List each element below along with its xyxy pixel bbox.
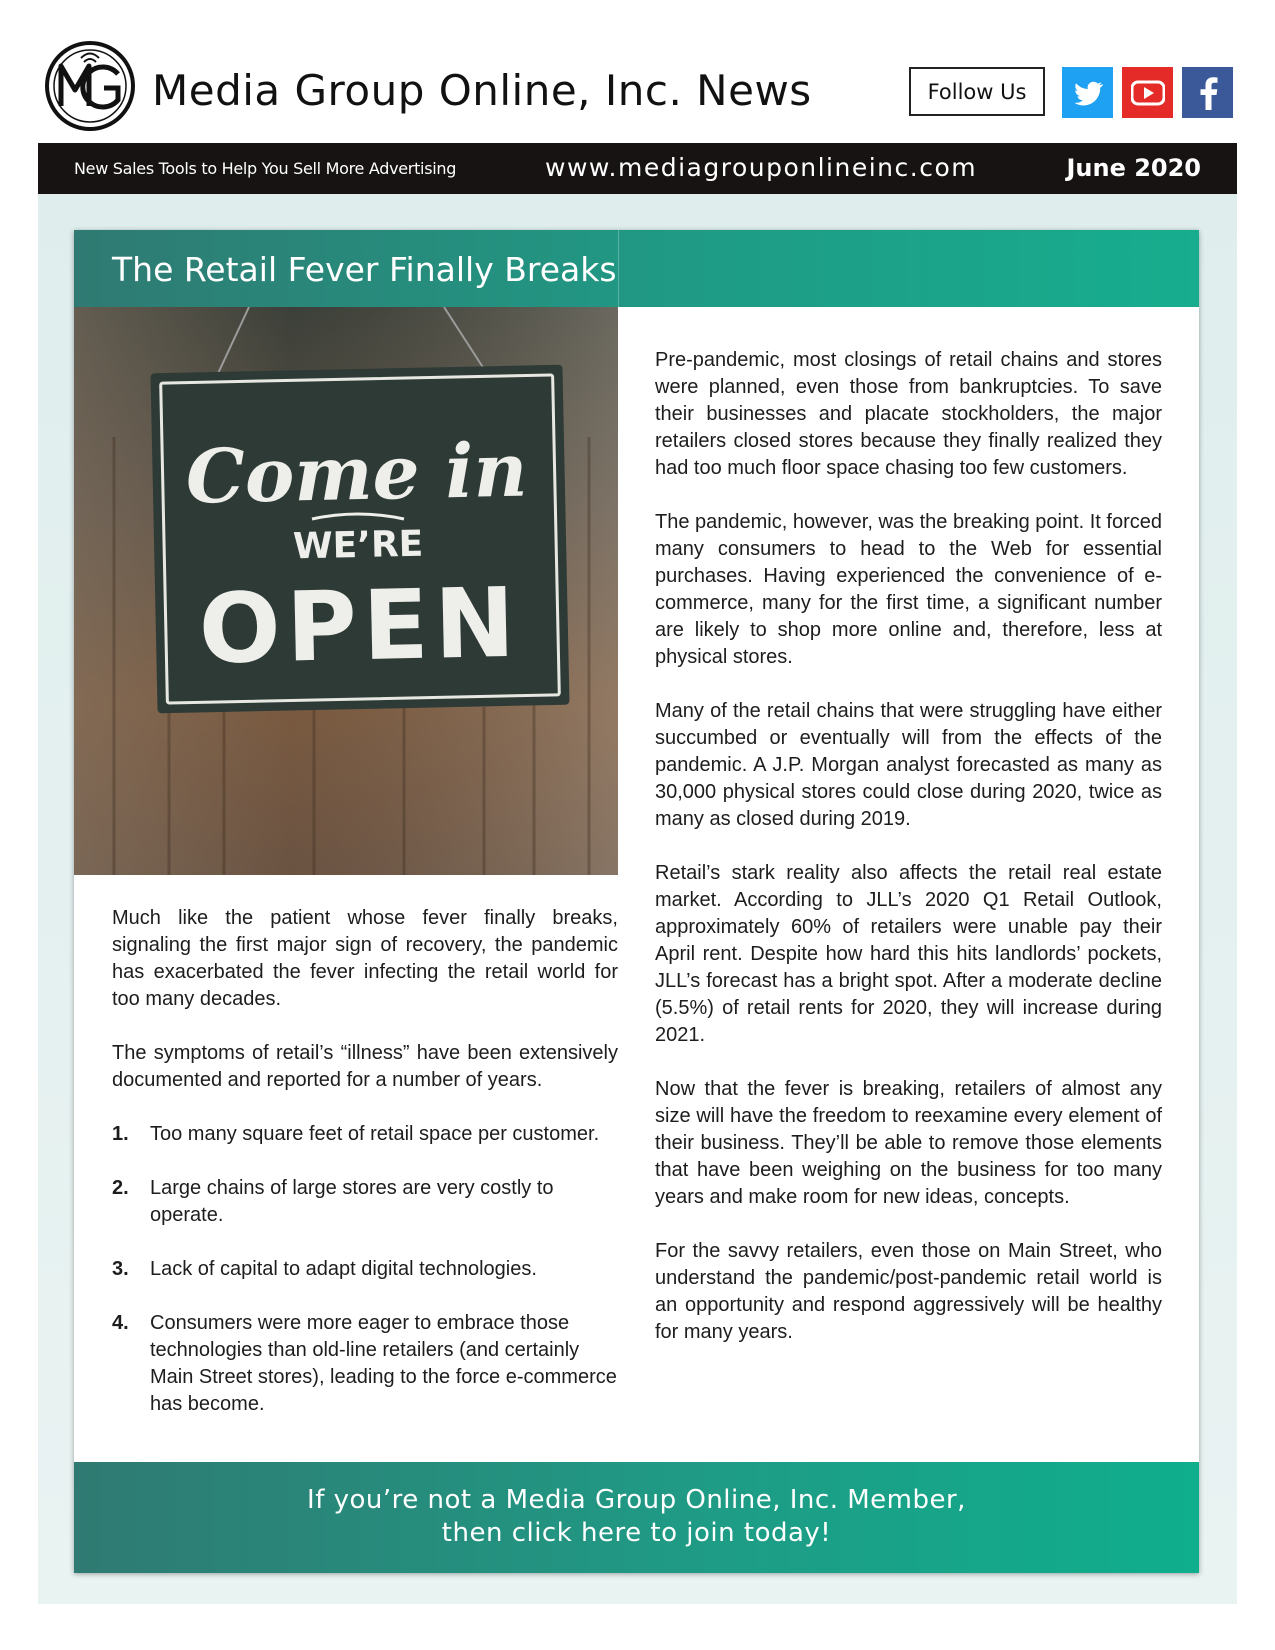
sign-text-come-in: Come in bbox=[185, 427, 529, 521]
list-item bbox=[112, 1175, 618, 1229]
header-divider bbox=[618, 230, 619, 307]
tagline: New Sales Tools to Help You Sell More Advertising bbox=[74, 159, 457, 178]
list-text: Consumers were more eager to embrace those technologies than old-line retailers (and certainly Main Street stores), leading to the force e-commerce has become. bbox=[150, 1312, 617, 1415]
article-header bbox=[74, 230, 1199, 307]
sign-text-were: WE’RE bbox=[292, 523, 424, 568]
article-title: The Retail Fever Finally Breaks bbox=[112, 250, 617, 289]
body-paragraph: Many of the retail chains that were struggling have either succumbed or eventually will from the effects of the pandemic. A J.P. Morgan analyst forecasted as many as 30,000 physical stores could close during 2020, twice as many as closed during 2019. bbox=[655, 700, 1162, 830]
list-number: 4. bbox=[112, 1312, 129, 1334]
list-text: Lack of capital to adapt digital technologies. bbox=[150, 1258, 537, 1280]
join-today-banner[interactable] bbox=[74, 1462, 1199, 1573]
intro-paragraph: Much like the patient whose fever finally breaks, signaling the first major sign of recovery, the pandemic has exacerbated the fever infecting the retail world for too many decades. bbox=[112, 907, 618, 1010]
body-paragraph: Pre-pandemic, most closings of retail chains and stores were planned, even those from bankruptcies. To save their businesses and placate stockholders, the major retailers closed stores because they finally realized they had too much floor space chasing too few customers. bbox=[655, 349, 1162, 479]
list-item bbox=[112, 1256, 618, 1283]
facebook-button[interactable] bbox=[1182, 67, 1233, 118]
list-number: 3. bbox=[112, 1258, 129, 1280]
article-card bbox=[74, 230, 1199, 1573]
follow-us-button[interactable]: Follow Us bbox=[909, 67, 1045, 116]
cta-line-2[interactable]: then click here to join today! bbox=[441, 1518, 832, 1548]
symptoms-list bbox=[112, 1121, 618, 1418]
youtube-button[interactable] bbox=[1122, 67, 1173, 118]
cta-line-1[interactable]: If you’re not a Media Group Online, Inc. Member, bbox=[307, 1485, 966, 1515]
list-item bbox=[112, 1121, 618, 1148]
list-item bbox=[112, 1310, 618, 1418]
body-paragraph: Now that the fever is breaking, retailers of almost any size will have the freedom to reexamine every element of their business. They’ll be able to remove those elements that have been weighing on the business for too many years and make room for new ideas, concepts. bbox=[655, 1078, 1162, 1208]
list-text: Too many square feet of retail space per customer. bbox=[150, 1123, 600, 1145]
list-number: 1. bbox=[112, 1123, 129, 1145]
twitter-icon bbox=[1071, 76, 1105, 110]
facebook-icon bbox=[1196, 76, 1220, 110]
site-title: Media Group Online, Inc. News bbox=[152, 66, 812, 115]
open-sign-photo bbox=[74, 307, 618, 875]
site-url-link[interactable]: www.mediagrouponlineinc.com bbox=[545, 153, 978, 182]
header-bar bbox=[38, 143, 1237, 194]
sign-text-open: OPEN bbox=[197, 566, 522, 686]
youtube-icon bbox=[1131, 79, 1165, 107]
twitter-button[interactable] bbox=[1062, 67, 1113, 118]
left-column bbox=[112, 905, 618, 1445]
body-paragraph: Retail’s stark reality also affects the retail real estate market. According to JLL’s 2020 Q1 Retail Outlook, approximately 60% of retailers were unable pay their April rent. Despite how hard this hits landlords’ pockets, JLL’s forecast has a bright spot. After a moderate decline (5.5%) of retail rents for 2020, they will increase during 2021. bbox=[655, 862, 1162, 1046]
body-paragraph: For the savvy retailers, even those on Main Street, who understand the pandemic/post-pandemic retail world is an opportunity and respond aggressively will be healthy for many years. bbox=[655, 1240, 1162, 1343]
list-text: Large chains of large stores are very costly to operate. bbox=[150, 1177, 554, 1226]
list-number: 2. bbox=[112, 1177, 129, 1199]
issue-date: June 2020 bbox=[1066, 154, 1201, 182]
symptoms-paragraph: The symptoms of retail’s “illness” have been extensively documented and reported for a number of years. bbox=[112, 1042, 618, 1091]
company-logo[interactable] bbox=[44, 40, 136, 132]
body-paragraph: The pandemic, however, was the breaking point. It forced many consumers to head to the Web for essential purchases. Having experienced the convenience of e-commerce, many for the first time, a significant number are likely to shop more online and, therefore, less at physical stores. bbox=[655, 511, 1162, 668]
right-column bbox=[655, 347, 1162, 1373]
